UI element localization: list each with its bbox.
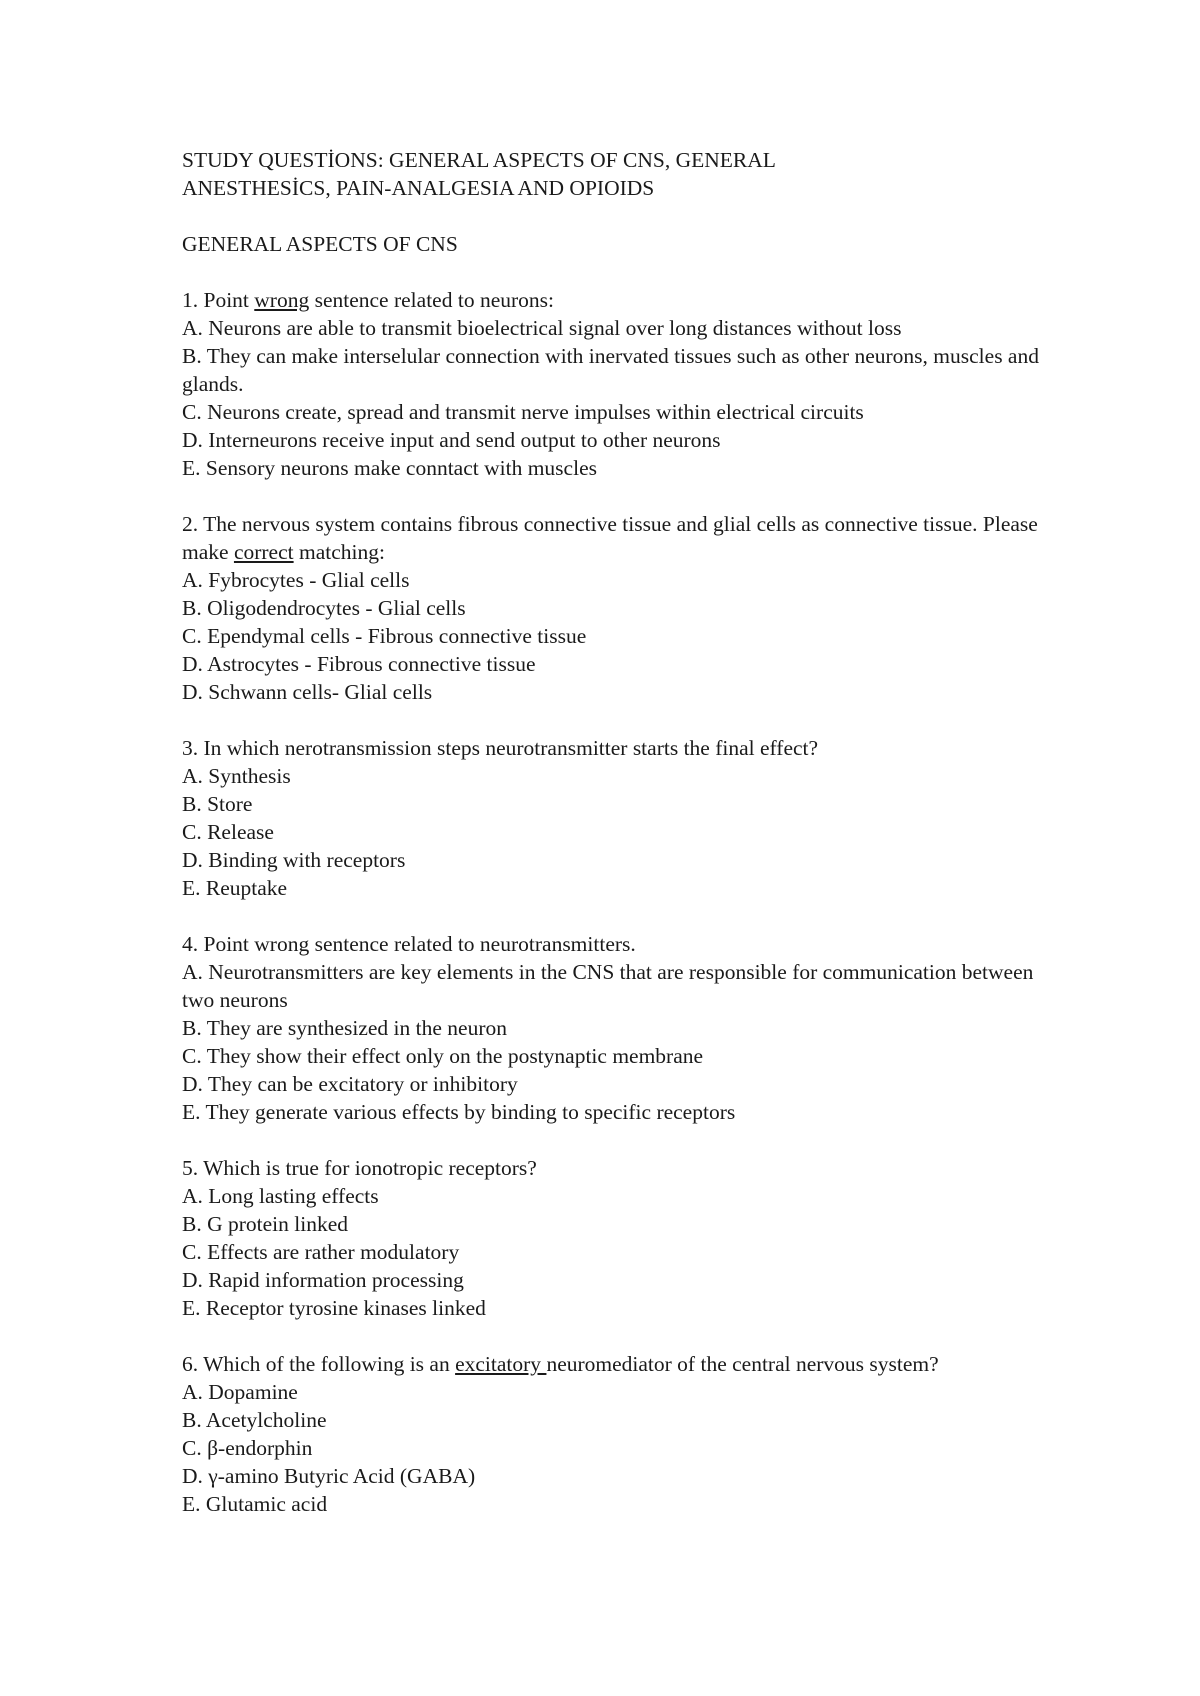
answer-option: D. γ-amino Butyric Acid (GABA): [182, 1464, 476, 1488]
document-content: [182, 146, 1062, 1518]
question-stem: 3. In which nerotransmission steps neurotransmitter starts the final effect?: [182, 736, 819, 760]
answer-option: E. Reuptake: [182, 876, 288, 900]
answer-option: A. Synthesis: [182, 764, 291, 788]
answer-option: E. They generate various effects by binding to specific receptors: [182, 1100, 736, 1124]
answer-option: D. Schwann cells- Glial cells: [182, 680, 433, 704]
answer-option: D. Binding with receptors: [182, 848, 406, 872]
answer-option: C. Ependymal cells - Fibrous connective tissue: [182, 624, 587, 648]
answer-option: B. Oligodendrocytes - Glial cells: [182, 596, 466, 620]
answer-option: E. Receptor tyrosine kinases linked: [182, 1296, 486, 1320]
answer-option: C. They show their effect only on the postynaptic membrane: [182, 1044, 704, 1068]
answer-option: B. They can make interselular connection with inervated tissues such as other neurons, muscles and glands.: [182, 344, 1039, 396]
answer-option: A. Dopamine: [182, 1380, 298, 1404]
question-3: [182, 734, 1062, 902]
answer-option: D. Rapid information processing: [182, 1268, 464, 1292]
question-1: [182, 286, 1062, 482]
answer-option: D. Interneurons receive input and send output to other neurons: [182, 428, 721, 452]
answer-option: E. Glutamic acid: [182, 1492, 328, 1516]
answer-option: D. They can be excitatory or inhibitory: [182, 1072, 518, 1096]
emphasis-underline: excitatory: [455, 1352, 547, 1376]
answer-option: E. Sensory neurons make conntact with muscles: [182, 456, 597, 480]
question-stem: 5. Which is true for ionotropic receptors?: [182, 1156, 537, 1180]
question-stem: 6. Which of the following is an excitatory neuromediator of the central nervous system?: [182, 1352, 939, 1376]
answer-option: A. Long lasting effects: [182, 1184, 379, 1208]
answer-option: C. Effects are rather modulatory: [182, 1240, 460, 1264]
answer-option: B. Acetylcholine: [182, 1408, 327, 1432]
question-stem: 1. Point wrong sentence related to neurons:: [182, 288, 554, 312]
question-6: [182, 1350, 1062, 1518]
answer-option: C. Release: [182, 820, 274, 844]
answer-option: C. Neurons create, spread and transmit nerve impulses within electrical circuits: [182, 400, 864, 424]
question-2: [182, 510, 1062, 706]
answer-option: A. Neurons are able to transmit bioelectrical signal over long distances without loss: [182, 316, 902, 340]
answer-option: D. Astrocytes - Fibrous connective tissue: [182, 652, 536, 676]
answer-option: B. G protein linked: [182, 1212, 349, 1236]
emphasis-underline: correct: [233, 540, 294, 564]
answer-option: A. Fybrocytes - Glial cells: [182, 568, 410, 592]
title-line-2: ANESTHESİCS, PAIN-ANALGESIA AND OPIOIDS: [182, 176, 655, 200]
answer-option: B. They are synthesized in the neuron: [182, 1016, 507, 1040]
answer-option: B. Store: [182, 792, 253, 816]
emphasis-underline: wrong: [254, 288, 310, 312]
section-heading: GENERAL ASPECTS OF CNS: [182, 232, 458, 256]
question-5: [182, 1154, 1062, 1322]
document-title: [182, 146, 1062, 202]
question-4: [182, 930, 1062, 1126]
question-stem: 4. Point wrong sentence related to neurotransmitters.: [182, 932, 636, 956]
title-line-1: STUDY QUESTİONS: GENERAL ASPECTS OF CNS, GENERAL: [182, 148, 776, 172]
answer-option: A. Neurotransmitters are key elements in the CNS that are responsible for communication between two neurons: [182, 960, 1034, 1012]
answer-option: C. β-endorphin: [182, 1436, 313, 1460]
question-stem: 2. The nervous system contains fibrous connective tissue and glial cells as connective tissue. Please make correct matching:: [182, 512, 1038, 564]
